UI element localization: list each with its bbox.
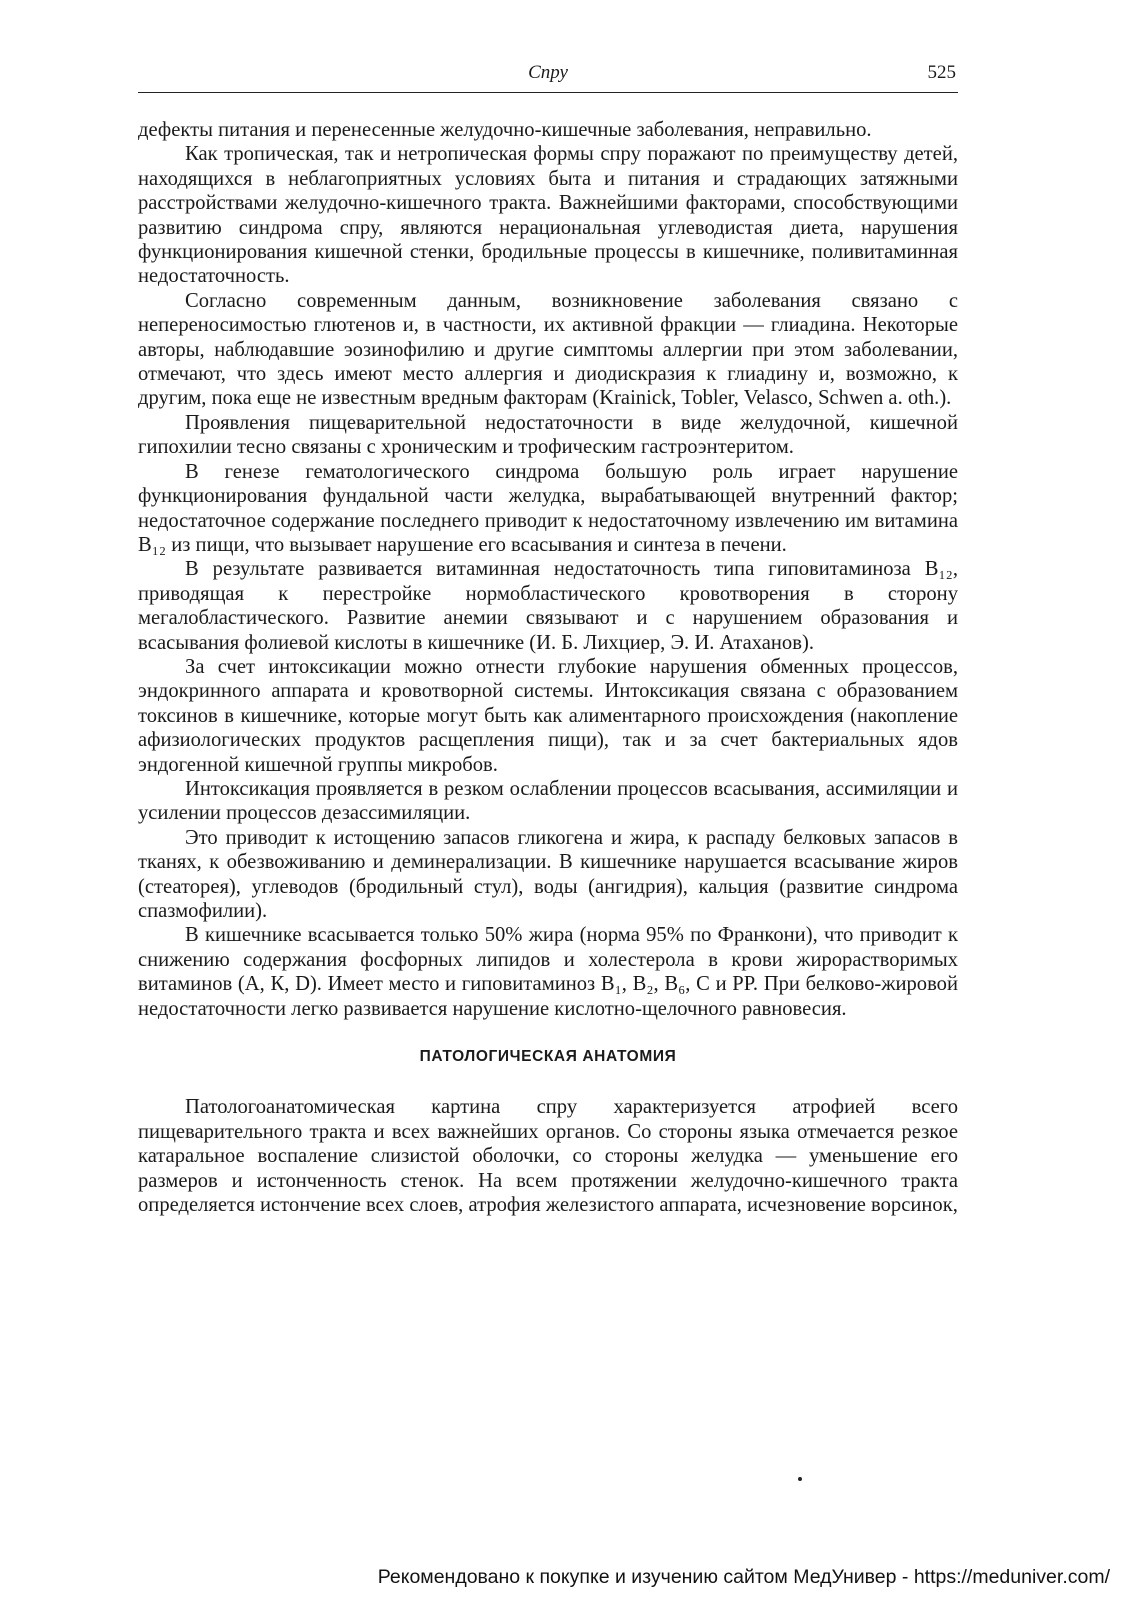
paragraph: Проявления пищеварительной недостаточности в виде желудочной, кишечной гипохилии тесно связаны с хроническим и трофическим гастроэнтеритом. — [138, 411, 958, 459]
paragraph: В результате развивается витаминная недостаточность типа гиповитаминоза B₁₂, приводящая к перестройке нормобластического кровотворения в сторону мегалобластического. Развитие анемии связывают и с нарушением образования и всасывания фолиевой кислоты в кишечнике (И. Б. Лихциер, Э. И. Атаханов). — [138, 558, 958, 654]
print-speck — [798, 1477, 802, 1481]
page-number: 525 — [927, 62, 956, 83]
paragraph: Как тропическая, так и нетропическая формы спру поражают по преимуществу детей, находящихся в неблагоприятных условиях быта и питания и страдающих затяжными расстройствами желудочно-кишечного тракта. Важнейшими факторами, способствующими развитию синдрома спру, являются нерациональная углеводистая диета, нарушения функционирования кишечной стенки, бродильные процессы в кишечнике, поливитаминная недостаточность. — [138, 143, 958, 288]
paragraph: дефекты питания и перенесенные желудочно-кишечные заболевания, неправильно. — [138, 119, 872, 141]
page-body — [138, 118, 958, 1217]
paragraph: В кишечнике всасывается только 50% жира (норма 95% по Франкони), что приводит к снижению содержания фосфорных липидов и холестерола в крови жирорастворимых витаминов (А, К, D). Имеет место и гиповитаминоз B₁, B₂, B₆, С и PP. При белково-жировой недостаточности легко развивается нарушение кислотно-щелочного равновесия. — [138, 924, 958, 1020]
running-title: Спру — [528, 62, 568, 83]
paragraph: За счет интоксикации можно отнести глубокие нарушения обменных процессов, эндокринного аппарата и кровотворной системы. Интоксикация связана с образованием токсинов в кишечнике, которые могут быть как алиментарного происхождения (накопление афизиологических продуктов расщепления пищи), так и за счет бактериальных ядов эндогенной кишечной группы микробов. — [138, 655, 958, 776]
page-header — [138, 58, 958, 93]
section-paragraph: Патологоанатомическая картина спру характеризуется атрофией всего пищеварительного тракта и всех важнейших органов. Со стороны языка отмечается резкое катаральное воспаление слизистой оболочки, со стороны желудка — уменьшение его размеров и истонченность стенок. На всем протяжении желудочно-кишечного тракта определяется истончение всех слоев, атрофия железистого аппарата, исчезновение ворсинок, — [138, 1096, 958, 1217]
section-heading: ПАТОЛОГИЧЕСКАЯ АНАТОМИЯ — [419, 1048, 677, 1066]
paragraph: Интоксикация проявляется в резком ослаблении процессов всасывания, ассимиляции и усилении процессов дезассимиляции. — [138, 777, 958, 825]
footer-note: Рекомендовано к покупке и изучению сайтом МедУнивер - https://meduniver.com/ — [377, 1566, 1110, 1588]
paragraph: В генезе гематологического синдрома большую роль играет нарушение функционирования фундальной части желудка, вырабатывающей внутренний фактор; недостаточное содержание последнего приводит к недостаточному извлечению им витамина B₁₂ из пищи, что вызывает нарушение его всасывания и синтеза в печени. — [138, 460, 958, 556]
paragraph: Согласно современным данным, возникновение заболевания связано с непереносимостью глютенов и, в частности, их активной фракции — глиадина. Некоторые авторы, наблюдавшие эозинофилию и другие симптомы аллергии при этом заболевании, отмечают, что здесь имеют место аллергия и диодискразия к глиадину и, возможно, к другим, пока еще не известным вредным факторам (Krainick, Tobler, Velasco, Schwen a. oth.). — [138, 289, 958, 410]
paragraph: Это приводит к истощению запасов гликогена и жира, к распаду белковых запасов в тканях, к обезвоживанию и деминерализации. В кишечнике нарушается всасывание жиров (стеаторея), углеводов (бродильный стул), воды (ангидрия), кальция (развитие синдрома спазмофилии). — [138, 826, 958, 922]
